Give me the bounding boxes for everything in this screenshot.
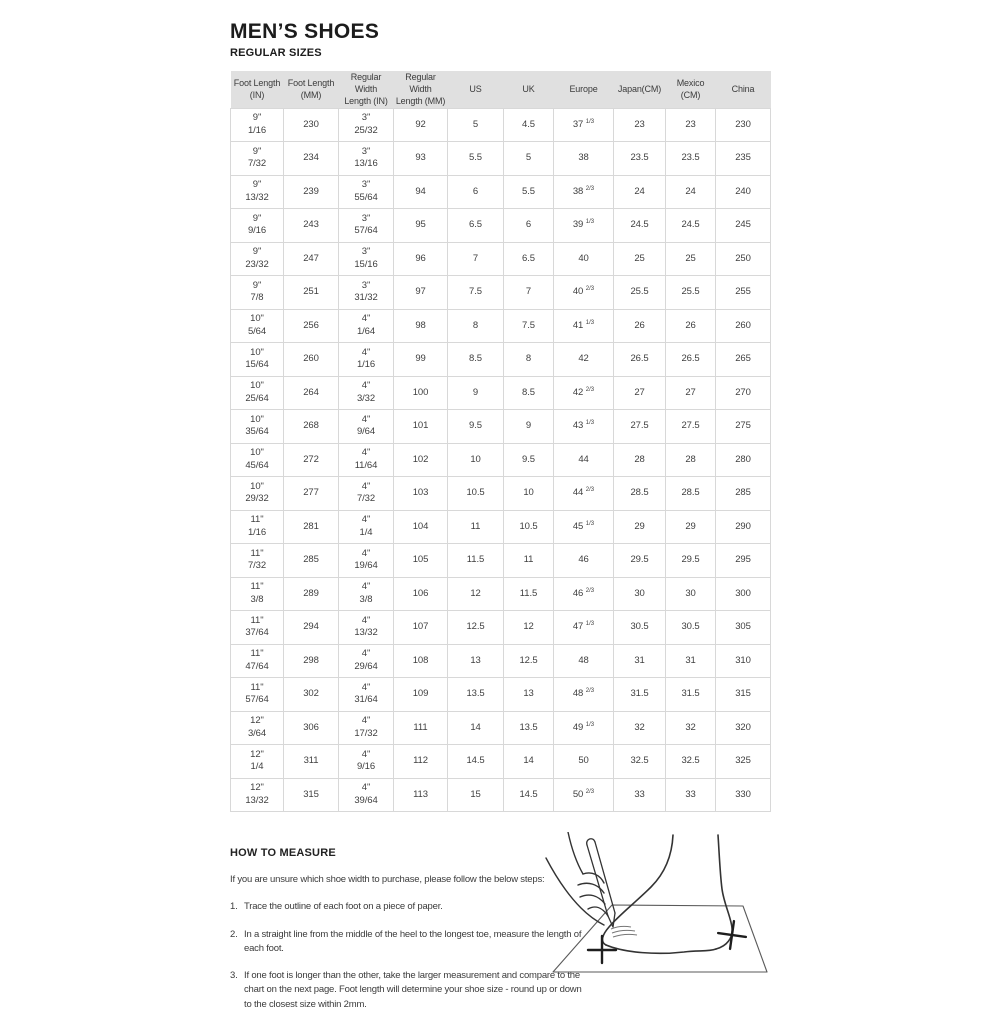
cell-foot-length-mm: 272	[284, 443, 339, 477]
cell-foot-length-in: 11" 57/64	[231, 678, 284, 712]
cell-us: 13.5	[448, 678, 504, 712]
cell-japan-cm: 25.5	[614, 276, 666, 310]
cell-foot-length-in: 11" 7/32	[231, 544, 284, 578]
cell-mexico-cm: 28.5	[666, 477, 716, 511]
cell-japan-cm: 30.5	[614, 611, 666, 645]
cell-europe: 50	[554, 745, 614, 779]
header-row	[231, 71, 771, 108]
cell-width-length-mm: 113	[394, 778, 448, 812]
cell-mexico-cm: 32.5	[666, 745, 716, 779]
size-row	[231, 644, 771, 678]
cell-width-length-in: 4" 1/16	[339, 343, 394, 377]
cell-mexico-cm: 25	[666, 242, 716, 276]
cell-china: 285	[716, 477, 771, 511]
paper-sheet	[553, 905, 767, 972]
cell-china: 330	[716, 778, 771, 812]
cell-uk: 9	[504, 410, 554, 444]
cell-china: 240	[716, 175, 771, 209]
how-to-measure-steps	[230, 847, 582, 1012]
cell-europe: 48	[554, 644, 614, 678]
cell-japan-cm: 28.5	[614, 477, 666, 511]
cell-width-length-mm: 92	[394, 108, 448, 142]
size-row	[231, 577, 771, 611]
cell-width-length-mm: 104	[394, 510, 448, 544]
cell-width-length-mm: 96	[394, 242, 448, 276]
cell-mexico-cm: 31	[666, 644, 716, 678]
cell-japan-cm: 24.5	[614, 209, 666, 243]
cell-mexico-cm: 33	[666, 778, 716, 812]
cell-japan-cm: 33	[614, 778, 666, 812]
how-to-measure-section	[230, 847, 782, 1012]
cell-japan-cm: 31	[614, 644, 666, 678]
cell-foot-length-in: 10" 15/64	[231, 343, 284, 377]
cell-europe: 40 $^{2/3}$	[554, 276, 614, 310]
cell-width-length-mm: 103	[394, 477, 448, 511]
cell-width-length-mm: 100	[394, 376, 448, 410]
cell-japan-cm: 27.5	[614, 410, 666, 444]
cell-mexico-cm: 29	[666, 510, 716, 544]
cell-japan-cm: 28	[614, 443, 666, 477]
cell-china: 280	[716, 443, 771, 477]
cell-uk: 13	[504, 678, 554, 712]
cell-foot-length-in: 9" 23/32	[231, 242, 284, 276]
cell-mexico-cm: 24	[666, 175, 716, 209]
col-header-europe: Europe	[554, 71, 614, 108]
cell-foot-length-in: 12" 1/4	[231, 745, 284, 779]
size-row	[231, 410, 771, 444]
cell-width-length-mm: 102	[394, 443, 448, 477]
cell-foot-length-in: 10" 35/64	[231, 410, 284, 444]
cell-foot-length-mm: 289	[284, 577, 339, 611]
size-row	[231, 745, 771, 779]
cell-us: 12	[448, 577, 504, 611]
cell-europe: 45 $^{1/3}$	[554, 510, 614, 544]
cell-japan-cm: 24	[614, 175, 666, 209]
toe-cross-mark	[588, 936, 616, 963]
cell-europe: 43 $^{1/3}$	[554, 410, 614, 444]
cell-china: 290	[716, 510, 771, 544]
cell-foot-length-in: 9" 9/16	[231, 209, 284, 243]
col-header-foot-length-mm: Foot Length (MM)	[284, 71, 339, 108]
cell-uk: 11.5	[504, 577, 554, 611]
col-header-mexico-cm: Mexico (CM)	[666, 71, 716, 108]
cell-width-length-in: 4" 17/32	[339, 711, 394, 745]
cell-china: 315	[716, 678, 771, 712]
cell-europe: 50 $^{2/3}$	[554, 778, 614, 812]
cell-width-length-in: 4" 1/64	[339, 309, 394, 343]
cell-us: 8	[448, 309, 504, 343]
cell-foot-length-in: 9" 7/32	[231, 142, 284, 176]
measure-step	[230, 900, 582, 914]
cell-europe: 46 $^{2/3}$	[554, 577, 614, 611]
cell-foot-length-mm: 247	[284, 242, 339, 276]
cell-us: 5.5	[448, 142, 504, 176]
cell-us: 14	[448, 711, 504, 745]
cell-width-length-mm: 108	[394, 644, 448, 678]
pencil	[587, 839, 615, 927]
size-row	[231, 376, 771, 410]
cell-china: 250	[716, 242, 771, 276]
page-content	[230, 20, 782, 1012]
cell-foot-length-in: 12" 13/32	[231, 778, 284, 812]
col-header-us: US	[448, 71, 504, 108]
cell-china: 245	[716, 209, 771, 243]
how-to-measure-title: HOW TO MEASURE	[230, 847, 336, 860]
cell-uk: 8.5	[504, 376, 554, 410]
cell-width-length-in: 4" 9/16	[339, 745, 394, 779]
cell-width-length-mm: 111	[394, 711, 448, 745]
step-number: 1.	[230, 901, 238, 913]
step-text: If one foot is longer than the other, take the larger measurement and compare to the chart on the next page. Foot length will determine your shoe size - round up or down to the closest size within 2mm.	[244, 970, 582, 1010]
cell-europe: 47 $^{1/3}$	[554, 611, 614, 645]
col-header-width-length-in: Regular Width Length (IN)	[339, 71, 394, 108]
cell-width-length-in: 3" 57/64	[339, 209, 394, 243]
cell-width-length-in: 3" 31/32	[339, 276, 394, 310]
size-row	[231, 108, 771, 142]
cell-foot-length-in: 10" 25/64	[231, 376, 284, 410]
cell-us: 10.5	[448, 477, 504, 511]
cell-width-length-in: 4" 13/32	[339, 611, 394, 645]
cell-foot-length-in: 12" 3/64	[231, 711, 284, 745]
cell-us: 7.5	[448, 276, 504, 310]
cell-width-length-in: 3" 55/64	[339, 175, 394, 209]
cell-uk: 14	[504, 745, 554, 779]
cell-foot-length-in: 9" 1/16	[231, 108, 284, 142]
cell-japan-cm: 31.5	[614, 678, 666, 712]
cell-china: 275	[716, 410, 771, 444]
cell-china: 300	[716, 577, 771, 611]
cell-china: 230	[716, 108, 771, 142]
cell-foot-length-in: 11" 47/64	[231, 644, 284, 678]
cell-us: 6.5	[448, 209, 504, 243]
cell-foot-length-mm: 243	[284, 209, 339, 243]
cell-foot-length-mm: 239	[284, 175, 339, 209]
cell-us: 9.5	[448, 410, 504, 444]
cell-china: 235	[716, 142, 771, 176]
cell-us: 6	[448, 175, 504, 209]
cell-mexico-cm: 30.5	[666, 611, 716, 645]
cell-europe: 37 $^{1/3}$	[554, 108, 614, 142]
cell-mexico-cm: 24.5	[666, 209, 716, 243]
cell-us: 12.5	[448, 611, 504, 645]
cell-europe: 40	[554, 242, 614, 276]
cell-japan-cm: 26	[614, 309, 666, 343]
cell-foot-length-in: 11" 3/8	[231, 577, 284, 611]
cell-uk: 6	[504, 209, 554, 243]
col-header-china: China	[716, 71, 771, 108]
cell-foot-length-mm: 268	[284, 410, 339, 444]
cell-mexico-cm: 30	[666, 577, 716, 611]
cell-uk: 5	[504, 142, 554, 176]
size-row	[231, 142, 771, 176]
cell-mexico-cm: 32	[666, 711, 716, 745]
foot-outline	[602, 835, 732, 953]
col-header-foot-length-in: Foot Length (IN)	[231, 71, 284, 108]
cell-europe: 42 $^{2/3}$	[554, 376, 614, 410]
cell-china: 325	[716, 745, 771, 779]
cell-foot-length-in: 11" 37/64	[231, 611, 284, 645]
size-row	[231, 209, 771, 243]
cell-uk: 10	[504, 477, 554, 511]
cell-us: 15	[448, 778, 504, 812]
size-row	[231, 510, 771, 544]
foot-tracing-illustration	[545, 832, 780, 997]
cell-japan-cm: 29	[614, 510, 666, 544]
cell-uk: 7.5	[504, 309, 554, 343]
cell-foot-length-mm: 315	[284, 778, 339, 812]
cell-foot-length-mm: 298	[284, 644, 339, 678]
cell-width-length-in: 4" 7/32	[339, 477, 394, 511]
size-row	[231, 544, 771, 578]
step-text: In a straight line from the middle of the heel to the longest toe, measure the length of each foot.	[244, 928, 582, 954]
cell-europe: 38	[554, 142, 614, 176]
cell-width-length-mm: 105	[394, 544, 448, 578]
cell-china: 260	[716, 309, 771, 343]
cell-china: 270	[716, 376, 771, 410]
cell-japan-cm: 32.5	[614, 745, 666, 779]
measure-step	[230, 969, 582, 1012]
cell-us: 5	[448, 108, 504, 142]
cell-width-length-in: 4" 3/8	[339, 577, 394, 611]
cell-japan-cm: 27	[614, 376, 666, 410]
cell-foot-length-mm: 285	[284, 544, 339, 578]
page-subtitle: REGULAR SIZES	[230, 47, 322, 60]
cell-uk: 14.5	[504, 778, 554, 812]
cell-japan-cm: 25	[614, 242, 666, 276]
cell-us: 11	[448, 510, 504, 544]
cell-china: 295	[716, 544, 771, 578]
cell-uk: 11	[504, 544, 554, 578]
cell-width-length-in: 4" 3/32	[339, 376, 394, 410]
cell-width-length-mm: 93	[394, 142, 448, 176]
cell-width-length-in: 3" 25/32	[339, 108, 394, 142]
cell-us: 9	[448, 376, 504, 410]
cell-europe: 44 $^{2/3}$	[554, 477, 614, 511]
size-row	[231, 611, 771, 645]
cell-europe: 46	[554, 544, 614, 578]
cell-uk: 10.5	[504, 510, 554, 544]
size-row	[231, 343, 771, 377]
cell-us: 11.5	[448, 544, 504, 578]
size-row	[231, 678, 771, 712]
cell-mexico-cm: 26	[666, 309, 716, 343]
col-header-width-length-mm: Regular Width Length (MM)	[394, 71, 448, 108]
cell-japan-cm: 32	[614, 711, 666, 745]
cell-china: 255	[716, 276, 771, 310]
cell-us: 13	[448, 644, 504, 678]
cell-japan-cm: 23.5	[614, 142, 666, 176]
cell-uk: 12.5	[504, 644, 554, 678]
cell-mexico-cm: 31.5	[666, 678, 716, 712]
cell-mexico-cm: 23	[666, 108, 716, 142]
cell-japan-cm: 23	[614, 108, 666, 142]
cell-foot-length-mm: 230	[284, 108, 339, 142]
cell-foot-length-mm: 234	[284, 142, 339, 176]
cell-china: 310	[716, 644, 771, 678]
cell-width-length-in: 4" 1/4	[339, 510, 394, 544]
col-header-japan-cm: Japan(CM)	[614, 71, 666, 108]
size-row	[231, 711, 771, 745]
cell-width-length-mm: 107	[394, 611, 448, 645]
cell-uk: 13.5	[504, 711, 554, 745]
cell-foot-length-mm: 260	[284, 343, 339, 377]
cell-foot-length-mm: 277	[284, 477, 339, 511]
cell-japan-cm: 26.5	[614, 343, 666, 377]
cell-mexico-cm: 23.5	[666, 142, 716, 176]
cell-china: 265	[716, 343, 771, 377]
cell-foot-length-mm: 281	[284, 510, 339, 544]
cell-width-length-in: 4" 9/64	[339, 410, 394, 444]
cell-width-length-in: 4" 11/64	[339, 443, 394, 477]
cell-mexico-cm: 25.5	[666, 276, 716, 310]
cell-foot-length-mm: 251	[284, 276, 339, 310]
size-row	[231, 175, 771, 209]
cell-width-length-mm: 95	[394, 209, 448, 243]
cell-uk: 5.5	[504, 175, 554, 209]
how-to-measure-intro: If you are unsure which shoe width to purchase, please follow the below steps:	[230, 874, 545, 886]
cell-uk: 6.5	[504, 242, 554, 276]
pencil-scribble	[611, 926, 637, 937]
cell-foot-length-mm: 294	[284, 611, 339, 645]
cell-uk: 8	[504, 343, 554, 377]
cell-china: 305	[716, 611, 771, 645]
cell-europe: 41 $^{1/3}$	[554, 309, 614, 343]
cell-foot-length-mm: 311	[284, 745, 339, 779]
size-table	[230, 71, 771, 812]
cell-uk: 9.5	[504, 443, 554, 477]
cell-us: 14.5	[448, 745, 504, 779]
size-row	[231, 778, 771, 812]
cell-foot-length-in: 10" 5/64	[231, 309, 284, 343]
cell-width-length-in: 4" 39/64	[339, 778, 394, 812]
cell-mexico-cm: 27.5	[666, 410, 716, 444]
cell-width-length-mm: 98	[394, 309, 448, 343]
step-number: 3.	[230, 970, 238, 982]
size-row	[231, 242, 771, 276]
cell-uk: 4.5	[504, 108, 554, 142]
cell-europe: 49 $^{1/3}$	[554, 711, 614, 745]
cell-width-length-in: 4" 31/64	[339, 678, 394, 712]
cell-china: 320	[716, 711, 771, 745]
cell-europe: 38 $^{2/3}$	[554, 175, 614, 209]
cell-europe: 39 $^{1/3}$	[554, 209, 614, 243]
cell-foot-length-in: 9" 13/32	[231, 175, 284, 209]
cell-width-length-mm: 112	[394, 745, 448, 779]
cell-mexico-cm: 26.5	[666, 343, 716, 377]
cell-foot-length-mm: 256	[284, 309, 339, 343]
cell-us: 7	[448, 242, 504, 276]
measure-step	[230, 928, 582, 957]
cell-width-length-in: 3" 13/16	[339, 142, 394, 176]
step-text: Trace the outline of each foot on a piece of paper.	[244, 901, 443, 913]
cell-japan-cm: 30	[614, 577, 666, 611]
cell-foot-length-in: 11" 1/16	[231, 510, 284, 544]
cell-mexico-cm: 28	[666, 443, 716, 477]
size-row	[231, 309, 771, 343]
cell-foot-length-in: 9" 7/8	[231, 276, 284, 310]
page-title: MEN’S SHOES	[230, 20, 380, 43]
hand-outline	[546, 832, 608, 925]
cell-width-length-in: 4" 19/64	[339, 544, 394, 578]
step-number: 2.	[230, 928, 238, 940]
cell-width-length-mm: 109	[394, 678, 448, 712]
cell-foot-length-mm: 264	[284, 376, 339, 410]
cell-width-length-mm: 101	[394, 410, 448, 444]
size-row	[231, 276, 771, 310]
cell-europe: 42	[554, 343, 614, 377]
cell-uk: 7	[504, 276, 554, 310]
cell-us: 8.5	[448, 343, 504, 377]
size-row	[231, 443, 771, 477]
cell-width-length-mm: 97	[394, 276, 448, 310]
cell-mexico-cm: 29.5	[666, 544, 716, 578]
cell-foot-length-in: 10" 29/32	[231, 477, 284, 511]
cell-width-length-mm: 106	[394, 577, 448, 611]
cell-foot-length-mm: 306	[284, 711, 339, 745]
cell-japan-cm: 29.5	[614, 544, 666, 578]
cell-europe: 48 $^{2/3}$	[554, 678, 614, 712]
cell-width-length-in: 3" 15/16	[339, 242, 394, 276]
cell-width-length-mm: 94	[394, 175, 448, 209]
col-header-uk: UK	[504, 71, 554, 108]
cell-uk: 12	[504, 611, 554, 645]
cell-foot-length-in: 10" 45/64	[231, 443, 284, 477]
size-row	[231, 477, 771, 511]
cell-width-length-in: 4" 29/64	[339, 644, 394, 678]
cell-us: 10	[448, 443, 504, 477]
cell-europe: 44	[554, 443, 614, 477]
cell-mexico-cm: 27	[666, 376, 716, 410]
cell-width-length-mm: 99	[394, 343, 448, 377]
cell-foot-length-mm: 302	[284, 678, 339, 712]
